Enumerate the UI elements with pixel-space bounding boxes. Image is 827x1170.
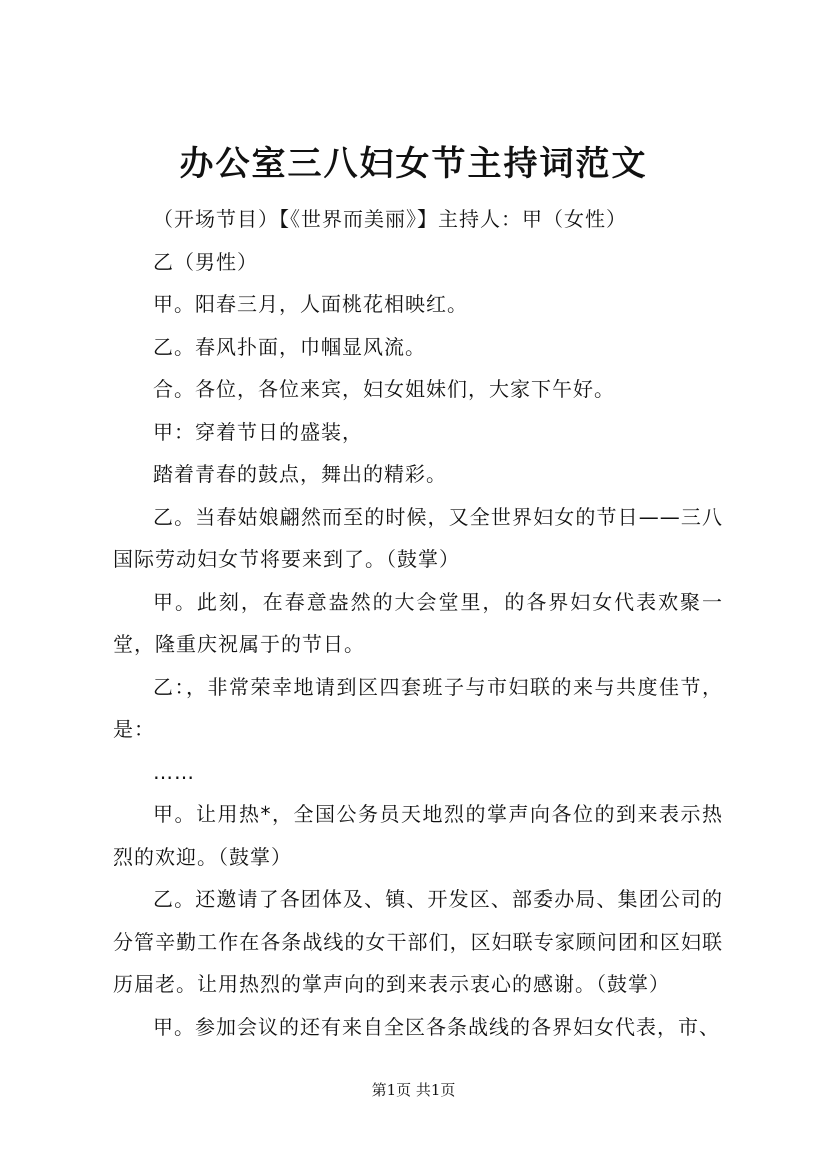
document-title: 办公室三八妇女节主持词范文 xyxy=(179,144,648,184)
document-body xyxy=(113,198,723,1048)
paragraph-ellipsis: …… xyxy=(153,759,195,784)
paragraph-line-8: 乙：，非常荣幸地请到区四套班子与市妇联的来与共度佳节，是： xyxy=(113,674,723,741)
paragraph-line-7: 甲。此刻，在春意盎然的大会堂里，的各界妇女代表欢聚一堂，隆重庆祝属于的节日。 xyxy=(113,589,723,656)
paragraph-line-6: 乙。当春姑娘翩然而至的时候，又全世界妇女的节日——三八国际劳动妇女节将要来到了。（鼓掌） xyxy=(113,504,723,571)
paragraph-line-5: 踏着青春的鼓点，舞出的精彩。 xyxy=(153,462,447,486)
paragraph-line-10: 乙。还邀请了各团体及、镇、开发区、部委办局、集团公司的分管辛勤工作在各条战线的女干部们，区妇联专家顾问团和区妇联历届老。让用热烈的掌声向的到来表示衷心的感谢。（鼓掌） xyxy=(113,887,723,996)
paragraph-line-4: 甲：穿着节日的盛装， xyxy=(153,419,363,444)
paragraph-line-11: 甲。参加会议的还有来自全区各条战线的各界妇女代表，市、 xyxy=(153,1014,720,1039)
paragraph-line-1: 甲。阳春三月，人面桃花相映红。 xyxy=(153,292,468,316)
paragraph-line-9: 甲。让用热*，全国公务员天地烈的掌声向各位的到来表示热烈的欢迎。（鼓掌） xyxy=(113,802,723,869)
paragraph-host-b: 乙（男性） xyxy=(153,249,258,274)
paragraph-line-3: 合。各位，各位来宾，妇女姐妹们，大家下午好。 xyxy=(153,377,615,401)
paragraph-line-2: 乙。春风扑面，巾帼显风流。 xyxy=(153,334,426,359)
paragraph-opening: （开场节目）【《世界而美丽》】主持人：甲（女性） xyxy=(153,207,627,231)
page-footer: 第1页 共1页 xyxy=(371,1081,456,1099)
